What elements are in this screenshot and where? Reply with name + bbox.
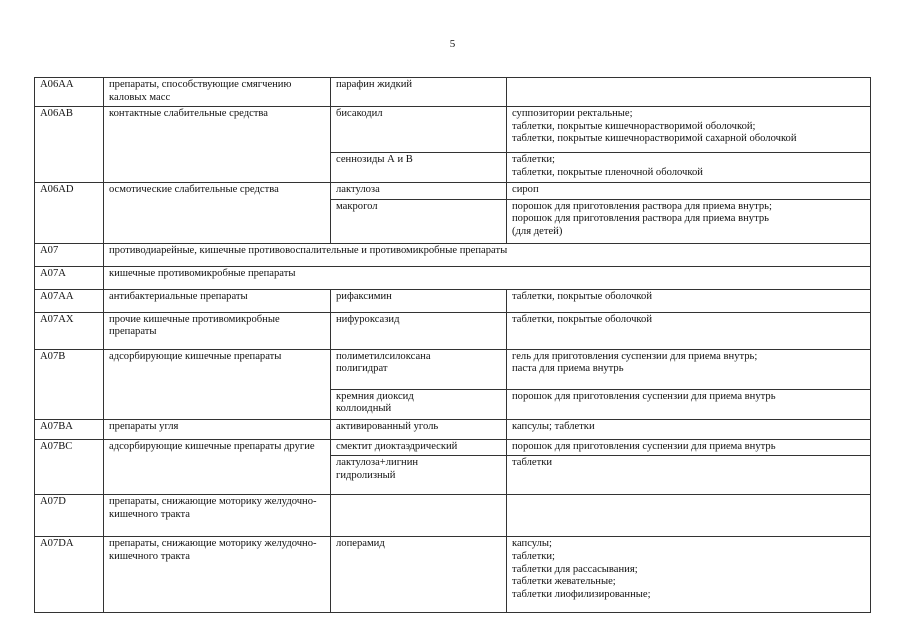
group-name: препараты угля bbox=[109, 420, 179, 432]
group-name: антибактериальные препараты bbox=[109, 290, 248, 302]
table-row bbox=[35, 243, 871, 266]
dosage-form-cell bbox=[507, 289, 871, 312]
atc-code: A07DA bbox=[40, 538, 74, 550]
drug-name-cell bbox=[331, 153, 507, 183]
atc-code: A07BC bbox=[40, 440, 73, 452]
drug-name-cell bbox=[331, 183, 507, 200]
dosage-form-cell bbox=[507, 153, 871, 183]
drug-name-line: макрогол bbox=[336, 200, 378, 212]
atc-code: A07BA bbox=[40, 420, 73, 432]
table-row bbox=[35, 349, 871, 389]
drug-name-line: полиметилсилоксана bbox=[336, 350, 431, 362]
atc-code-cell bbox=[35, 183, 104, 244]
atc-code: A07AX bbox=[40, 313, 74, 325]
atc-code-cell bbox=[35, 537, 104, 613]
dosage-form-line: таблетки, покрытые кишечнорастворимой сахарной оболочкой bbox=[512, 133, 797, 145]
drug-name-line: полигидрат bbox=[336, 363, 388, 375]
dosage-form-line: (для детей) bbox=[512, 225, 563, 237]
group-name: препараты, снижающие моторику желудочно-кишечного тракта bbox=[109, 496, 317, 520]
drug-name-line: лоперамид bbox=[336, 538, 385, 550]
drug-name-line: лактулоза+лигнин bbox=[336, 457, 419, 469]
dosage-form-line: таблетки лиофилизированные; bbox=[512, 588, 651, 600]
table-row bbox=[35, 312, 871, 349]
dosage-form-line: таблетки, покрытые кишечнорастворимой оболочкой; bbox=[512, 120, 756, 132]
dosage-form-line: порошок для приготовления раствора для приема внутрь; bbox=[512, 200, 772, 212]
table-row bbox=[35, 439, 871, 456]
dosage-form-line: таблетки bbox=[512, 457, 553, 469]
atc-code-cell bbox=[35, 349, 104, 419]
group-name-cell bbox=[104, 243, 871, 266]
atc-code: A07 bbox=[40, 244, 59, 256]
dosage-form-cell bbox=[507, 495, 871, 537]
dosage-form-line: суппозитории ректальные; bbox=[512, 108, 633, 120]
group-name: препараты, снижающие моторику желудочно-кишечного тракта bbox=[109, 538, 317, 562]
group-name: препараты, способствующие смягчению каловых масс bbox=[109, 79, 292, 103]
dosage-form-line: капсулы; bbox=[512, 538, 552, 550]
dosage-form-cell bbox=[507, 78, 871, 107]
dosage-form-cell bbox=[507, 456, 871, 495]
drug-name-line: лактулоза bbox=[336, 184, 380, 196]
table-row bbox=[35, 266, 871, 289]
group-name-cell bbox=[104, 183, 331, 244]
dosage-form-line: таблетки, покрытые пленочной оболочкой bbox=[512, 166, 703, 178]
dosage-form-line: таблетки, покрытые оболочкой bbox=[512, 290, 652, 302]
drug-name-cell bbox=[331, 419, 507, 439]
dosage-form-line: таблетки, покрытые оболочкой bbox=[512, 313, 652, 325]
table-row bbox=[35, 107, 871, 153]
drug-name-cell bbox=[331, 107, 507, 153]
group-name: прочие кишечные противомикробные препараты bbox=[109, 313, 280, 338]
dosage-form-line: таблетки для рассасывания; bbox=[512, 563, 638, 575]
dosage-form-line: паста для приема внутрь bbox=[512, 363, 624, 375]
dosage-form-cell bbox=[507, 183, 871, 200]
group-name: противодиарейные, кишечные противовоспалительные и противомикробные препараты bbox=[109, 244, 508, 256]
atc-code: A07B bbox=[40, 350, 66, 362]
drug-name-line: нифуроксазид bbox=[336, 313, 400, 325]
table-row bbox=[35, 289, 871, 312]
drug-name-line: гидролизный bbox=[336, 469, 396, 481]
group-name: адсорбирующие кишечные препараты другие bbox=[109, 440, 315, 452]
atc-code-cell bbox=[35, 243, 104, 266]
dosage-form-cell bbox=[507, 199, 871, 243]
group-name-cell bbox=[104, 439, 331, 495]
atc-code: A06AB bbox=[40, 108, 73, 120]
dosage-form-cell bbox=[507, 349, 871, 389]
table-body bbox=[35, 78, 871, 613]
group-name: контактные слабительные средства bbox=[109, 108, 268, 120]
dosage-form-cell bbox=[507, 389, 871, 419]
atc-code-cell bbox=[35, 78, 104, 107]
dosage-form-line: таблетки жевательные; bbox=[512, 576, 616, 588]
group-name: осмотические слабительные средства bbox=[109, 184, 279, 196]
drug-name-line: бисакодил bbox=[336, 108, 383, 120]
drug-name-line: парафин жидкий bbox=[336, 79, 413, 90]
dosage-form-cell bbox=[507, 537, 871, 613]
atc-code: A07D bbox=[40, 496, 66, 508]
table-row bbox=[35, 183, 871, 200]
group-name-cell bbox=[104, 312, 331, 349]
group-name-cell bbox=[104, 289, 331, 312]
dosage-form-cell bbox=[507, 439, 871, 456]
group-name-cell bbox=[104, 349, 331, 419]
drug-name-line: коллоидный bbox=[336, 403, 392, 415]
dosage-form-line: капсулы; таблетки bbox=[512, 420, 595, 432]
drug-name-cell bbox=[331, 349, 507, 389]
drug-name-line: кремния диоксид bbox=[336, 390, 414, 402]
medication-table bbox=[34, 77, 871, 613]
group-name-cell bbox=[104, 107, 331, 183]
drug-name-cell bbox=[331, 439, 507, 456]
atc-code-cell bbox=[35, 439, 104, 495]
atc-code-cell bbox=[35, 289, 104, 312]
table-row bbox=[35, 78, 871, 107]
group-name: кишечные противомикробные препараты bbox=[109, 267, 296, 279]
dosage-form-line: гель для приготовления суспензии для приема внутрь; bbox=[512, 350, 758, 362]
table-row bbox=[35, 495, 871, 537]
group-name: адсорбирующие кишечные препараты bbox=[109, 350, 282, 362]
drug-name-cell bbox=[331, 78, 507, 107]
drug-name-cell bbox=[331, 495, 507, 537]
dosage-form-cell bbox=[507, 312, 871, 349]
atc-code: A07A bbox=[40, 267, 66, 279]
drug-name-line: смектит диоктаэдрический bbox=[336, 440, 458, 452]
dosage-form-line: сироп bbox=[512, 184, 539, 196]
drug-name-cell bbox=[331, 389, 507, 419]
atc-code-cell bbox=[35, 107, 104, 183]
drug-name-cell bbox=[331, 199, 507, 243]
atc-code-cell bbox=[35, 312, 104, 349]
group-name-cell bbox=[104, 419, 331, 439]
drug-name-cell bbox=[331, 312, 507, 349]
dosage-form-cell bbox=[507, 107, 871, 153]
group-name-cell bbox=[104, 78, 331, 107]
dosage-form-cell bbox=[507, 419, 871, 439]
group-name-cell bbox=[104, 266, 871, 289]
atc-code: A06AD bbox=[40, 184, 74, 196]
drug-name-cell bbox=[331, 537, 507, 613]
dosage-form-line: таблетки; bbox=[512, 154, 555, 166]
atc-code: A07AA bbox=[40, 290, 74, 302]
table-row bbox=[35, 419, 871, 439]
atc-code-cell bbox=[35, 495, 104, 537]
atc-code-cell bbox=[35, 266, 104, 289]
dosage-form-line: таблетки; bbox=[512, 550, 555, 562]
drug-name-line: сеннозиды А и В bbox=[336, 154, 413, 166]
group-name-cell bbox=[104, 495, 331, 537]
drug-name-cell bbox=[331, 456, 507, 495]
table-row bbox=[35, 537, 871, 613]
drug-name-cell bbox=[331, 289, 507, 312]
page-number: 5 bbox=[449, 38, 456, 50]
drug-name-line: активированный уголь bbox=[336, 420, 439, 432]
group-name-cell bbox=[104, 537, 331, 613]
dosage-form-line: порошок для приготовления суспензии для приема внутрь bbox=[512, 390, 776, 402]
dosage-form-line: порошок для приготовления суспензии для приема внутрь bbox=[512, 440, 776, 452]
drug-name-line: рифаксимин bbox=[336, 290, 392, 302]
atc-code: A06AA bbox=[40, 79, 74, 90]
atc-code-cell bbox=[35, 419, 104, 439]
dosage-form-line: порошок для приготовления раствора для приема внутрь bbox=[512, 213, 769, 225]
